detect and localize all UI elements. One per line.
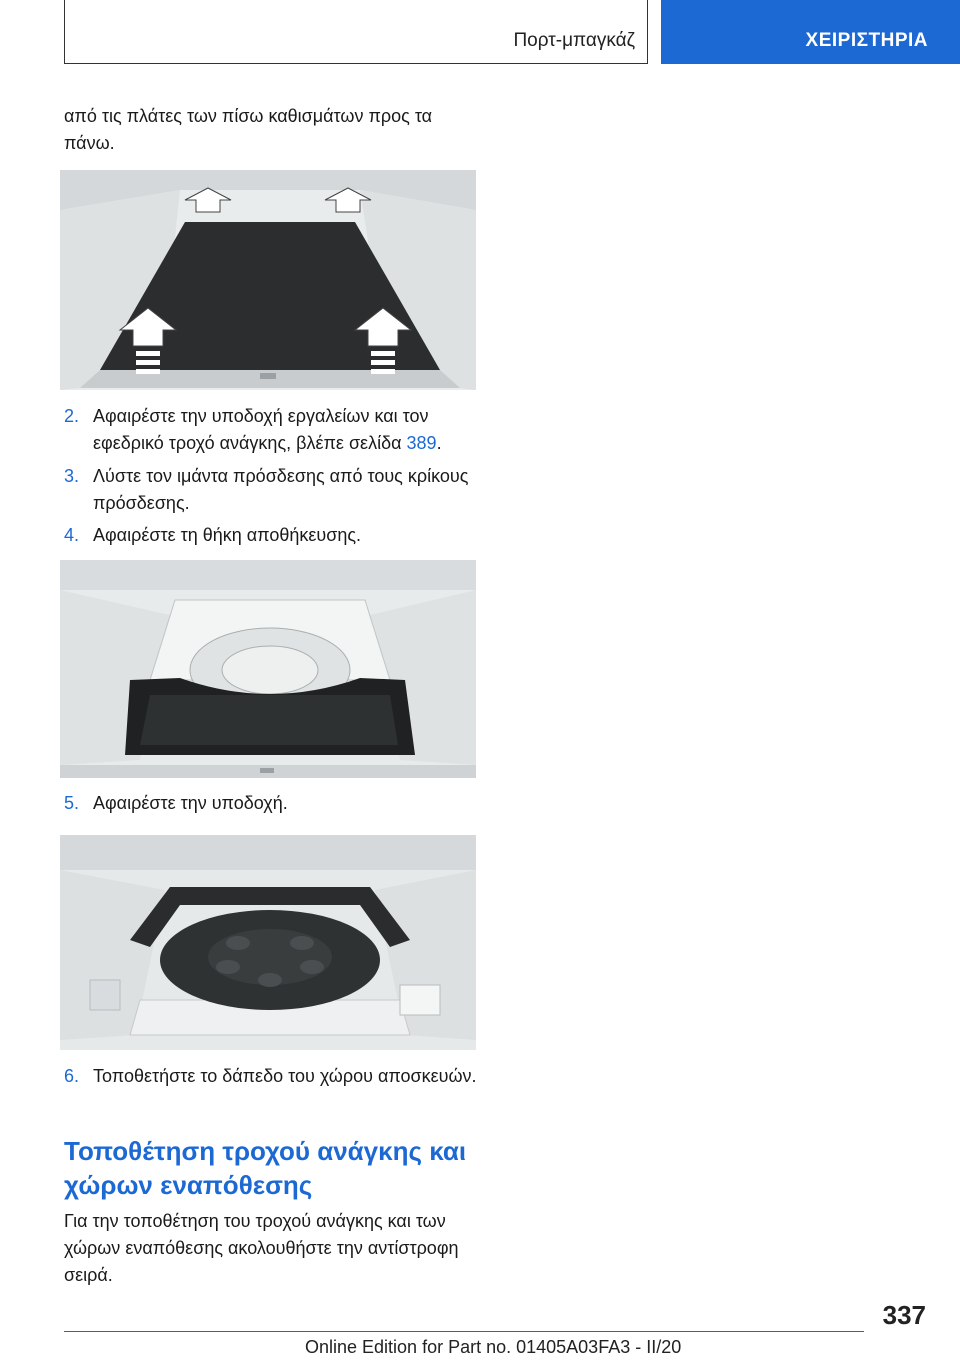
footer-edition: Online Edition for Part no. 01405A03FA3 - II/20 bbox=[305, 1337, 682, 1357]
intro-text: από τις πλάτες των πίσω καθισμάτων προς τα πάνω. bbox=[64, 106, 433, 153]
page-link-389[interactable]: 389 bbox=[406, 433, 437, 453]
step-text: Αφαιρέστε τη θήκη αποθήκευσης. bbox=[93, 525, 362, 545]
section-body: Για την τοποθέτηση του τροχού ανάγκης και των χώρων εναπόθεσης ακολουθήστε την αντίστροφη σειρά. bbox=[64, 1211, 459, 1285]
header-section-box bbox=[64, 0, 648, 64]
step-number: 3. bbox=[64, 466, 80, 486]
step-6 bbox=[64, 1063, 476, 1117]
step-4 bbox=[64, 522, 476, 549]
header-chapter-title: ΧΕΙΡΙΣΤΗΡΙΑ bbox=[805, 30, 928, 51]
figure-wheel-holder bbox=[60, 835, 476, 1050]
step-text: Αφαιρέστε την υποδοχή εργαλείων και τον εφεδρικό τροχό ανάγκης, βλέπε σελίδα 389. bbox=[93, 406, 442, 453]
page-number: 337 bbox=[882, 1300, 926, 1330]
section-heading: Τοποθέτηση τροχού ανάγκης και χώρων εναπόθεσης bbox=[64, 1136, 467, 1200]
footer-divider bbox=[64, 1331, 864, 1332]
step-number: 5. bbox=[64, 793, 80, 813]
figure-trunk-floor-lift bbox=[60, 170, 476, 390]
step-number: 4. bbox=[64, 525, 80, 545]
step-number: 2. bbox=[64, 406, 80, 426]
step-text: Τοποθετήστε το δάπεδο του χώρου αποσκευών. bbox=[93, 1066, 477, 1086]
header-chapter-tab[interactable] bbox=[661, 0, 960, 64]
step-5 bbox=[64, 790, 476, 817]
step-text: Αφαιρέστε την υποδοχή. bbox=[93, 793, 288, 813]
step-3 bbox=[64, 463, 476, 517]
step-text: Λύστε τον ιμάντα πρόσδεσης από τους κρίκους πρόσδεσης. bbox=[93, 466, 469, 513]
step-2 bbox=[64, 403, 476, 457]
step-number: 6. bbox=[64, 1066, 80, 1086]
header-section-title: Πορτ-μπαγκάζ bbox=[513, 30, 635, 51]
figure-storage-box bbox=[60, 560, 476, 778]
